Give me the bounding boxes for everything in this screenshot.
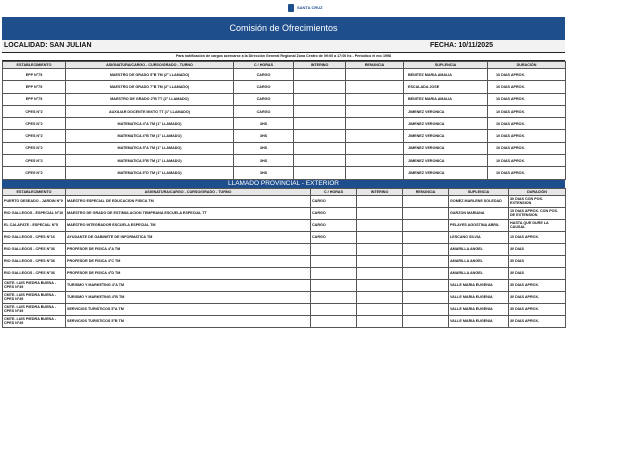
cell-interino bbox=[294, 81, 346, 93]
cell-suplencia: JIMENEZ VERONICA bbox=[404, 155, 488, 167]
cell-establecimiento: EL CALAFATE - ESPECIAL N°5 bbox=[3, 219, 66, 231]
cell-renuncia bbox=[346, 130, 404, 142]
cell-renuncia bbox=[346, 155, 404, 167]
column-header-suplencia: SUPLENCIA bbox=[449, 188, 509, 195]
cell-duracion: 10 DIAS APROX. bbox=[488, 155, 566, 167]
cell-interino bbox=[357, 279, 403, 291]
cell-interino bbox=[357, 231, 403, 243]
table-row bbox=[3, 303, 566, 315]
cell-renuncia bbox=[346, 69, 404, 81]
cell-c-horas: 3HS bbox=[234, 155, 294, 167]
cell-asignatura: MATEMATICA 5°B TM (1° LLAMADO) bbox=[66, 155, 234, 167]
cell-establecimiento: EPP N°75 bbox=[3, 69, 66, 81]
cell-duracion: 30 DIAS bbox=[509, 267, 566, 279]
cell-establecimiento: CPES N°2 bbox=[3, 155, 66, 167]
cell-suplencia: AMARILLA ANGEL bbox=[449, 255, 509, 267]
cell-suplencia: LESCANO SILVIA bbox=[449, 231, 509, 243]
cell-interino bbox=[294, 167, 346, 179]
cell-interino bbox=[357, 303, 403, 315]
cell-renuncia bbox=[403, 219, 449, 231]
cell-interino bbox=[294, 93, 346, 105]
cell-duracion: 10 DIAS APROX. bbox=[488, 69, 566, 81]
cell-asignatura: MAESTRO ESPECIAL DE EDUCACION FISICA TM bbox=[66, 195, 311, 207]
cell-duracion: 10 DIAS APROX. bbox=[488, 105, 566, 117]
cell-suplencia: VALLE MARIA EUGENIA bbox=[449, 291, 509, 303]
provincial-offers-table bbox=[2, 188, 566, 328]
cell-interino bbox=[294, 118, 346, 130]
cell-duracion: 30 DIAS bbox=[509, 255, 566, 267]
cell-suplencia: PELAYES AGOSTINA ABRIL bbox=[449, 219, 509, 231]
cell-interino bbox=[357, 291, 403, 303]
column-header-renuncia: RENUNCIA bbox=[403, 188, 449, 195]
cell-establecimiento: EPP N°75 bbox=[3, 93, 66, 105]
table-row bbox=[3, 167, 566, 179]
cell-c-horas: 3HS bbox=[234, 142, 294, 154]
column-header-c-horas: C / HORAS bbox=[311, 188, 357, 195]
table-row bbox=[3, 93, 566, 105]
cell-suplencia: VALLE MARIA EUGENIA bbox=[449, 315, 509, 327]
cell-interino bbox=[357, 255, 403, 267]
table-row bbox=[3, 81, 566, 93]
cell-duracion: 30 DIAS bbox=[509, 243, 566, 255]
column-header-c-horas: C / HORAS bbox=[234, 62, 294, 69]
table-row bbox=[3, 231, 566, 243]
table-row bbox=[3, 207, 566, 219]
cell-duracion: 10 DIAS APROX. bbox=[488, 167, 566, 179]
cell-duracion: 30 DIAS APROX. bbox=[509, 303, 566, 315]
cell-establecimiento: RIO GALLEGOS - ESPECIAL N°10 bbox=[3, 207, 66, 219]
cell-renuncia bbox=[346, 167, 404, 179]
cell-asignatura: MATEMATICA 4°B TM (1° LLAMADO) bbox=[66, 130, 234, 142]
cell-renuncia bbox=[403, 291, 449, 303]
cell-establecimiento: RIO GALLEGOS - CPES N°36 bbox=[3, 243, 66, 255]
cell-suplencia: AMARILLA ANGEL bbox=[449, 267, 509, 279]
cell-c-horas bbox=[311, 255, 357, 267]
cell-establecimiento: CPES N°2 bbox=[3, 130, 66, 142]
cell-renuncia bbox=[346, 118, 404, 130]
cell-renuncia bbox=[403, 243, 449, 255]
cell-suplencia: BENITEZ MARIA AMALIA bbox=[404, 93, 488, 105]
column-header-duracion: DURACIÓN bbox=[509, 188, 566, 195]
cell-suplencia: VALLE MARIA EUGENIA bbox=[449, 303, 509, 315]
cell-c-horas bbox=[311, 267, 357, 279]
cell-asignatura: MAESTRO DE GRADO 7°B TM (2° LLAMADO) bbox=[66, 81, 234, 93]
cell-interino bbox=[294, 155, 346, 167]
cell-renuncia bbox=[403, 231, 449, 243]
cell-suplencia: JIMENEZ VERONICA bbox=[404, 118, 488, 130]
cell-asignatura: TURISMO Y MARKETING 4°A TM bbox=[66, 279, 311, 291]
cell-suplencia: ESCALADA JOSE bbox=[404, 81, 488, 93]
cell-asignatura: MAESTRO DE GRADO DE ESTIMULACION TEMPRANA ESCUELA ESPECIAL TT bbox=[66, 207, 311, 219]
cell-asignatura: AYUDANTE DE GABINETE DE INFORMATICA TM bbox=[66, 231, 311, 243]
location-bar bbox=[2, 40, 565, 53]
table-row bbox=[3, 195, 566, 207]
cell-c-horas: CARGO bbox=[311, 231, 357, 243]
cell-asignatura: SERVICIOS TURISTICOS 5°A TM bbox=[66, 303, 311, 315]
cell-c-horas: CARGO bbox=[234, 69, 294, 81]
table-row bbox=[3, 315, 566, 327]
column-header-establecimiento: ESTABLECIMIENTO bbox=[3, 188, 66, 195]
cell-asignatura: MATEMATICA 5°D TM (1° LLAMADO) bbox=[66, 167, 234, 179]
cell-c-horas: CARGO bbox=[234, 93, 294, 105]
cell-establecimiento: RIO GALLEGOS - CPES N°36 bbox=[3, 267, 66, 279]
cell-suplencia: AMARILLA ANGEL bbox=[449, 243, 509, 255]
cell-suplencia: BENITEZ MARIA AMALIA bbox=[404, 69, 488, 81]
cell-asignatura: PROFESOR DE FISICA 4°A TM bbox=[66, 243, 311, 255]
cell-asignatura: MAESTRO DE GRADO 5°B TM (2° LLAMADO) bbox=[66, 69, 234, 81]
cell-renuncia bbox=[403, 207, 449, 219]
local-offers-table bbox=[2, 61, 566, 180]
cell-c-horas: CARGO bbox=[311, 195, 357, 207]
column-header-interino: INTERINO bbox=[357, 188, 403, 195]
cell-interino bbox=[294, 105, 346, 117]
table-row bbox=[3, 243, 566, 255]
table-header-row bbox=[3, 62, 566, 69]
cell-establecimiento: PUERTO DESEADO - JARDIN N°9 bbox=[3, 195, 66, 207]
cell-renuncia bbox=[403, 267, 449, 279]
notification-note: Para notificación de cargos acercarse a la Dirección General Regional Zona Centro de 09:00 a 17:00 hs - Periodico el ecc 1998 bbox=[2, 53, 565, 61]
column-header-renuncia: RENUNCIA bbox=[346, 62, 404, 69]
cell-asignatura: MAESTRO DE GRADO 2°B TT (2° LLAMADO) bbox=[66, 93, 234, 105]
column-header-interino: INTERINO bbox=[294, 62, 346, 69]
column-header-asignatura: ASIGNATURA/CARGO - CURSO/GRADO - TURNO bbox=[66, 62, 234, 69]
column-header-duracion: DURACIÓN bbox=[488, 62, 566, 69]
table-row bbox=[3, 118, 566, 130]
cell-renuncia bbox=[346, 93, 404, 105]
cell-duracion: 10 DIAS APROX. bbox=[488, 118, 566, 130]
cell-c-horas: CARGO bbox=[234, 81, 294, 93]
sheet-title: Comisión de Ofrecimientos bbox=[2, 17, 565, 40]
cell-asignatura: TURISMO Y MARKETING 4°B TM bbox=[66, 291, 311, 303]
table-row bbox=[3, 219, 566, 231]
offers-sheet bbox=[2, 17, 565, 328]
cell-duracion: 10 DIAS APROX. bbox=[488, 93, 566, 105]
cell-suplencia: GARZON MARIANA bbox=[449, 207, 509, 219]
cell-establecimiento: CPES N°2 bbox=[3, 167, 66, 179]
cell-c-horas: CARGO bbox=[311, 207, 357, 219]
cell-asignatura: AUXILIAR DOCENTE MIXTO TT (1° LLAMADO) bbox=[66, 105, 234, 117]
cell-suplencia: JIMENEZ VERONICA bbox=[404, 130, 488, 142]
cell-c-horas: CARGO bbox=[234, 105, 294, 117]
cell-renuncia bbox=[403, 255, 449, 267]
cell-duracion: 30 DIAS APROX. bbox=[509, 279, 566, 291]
cell-suplencia: GOMEZ MARLENE SOLEDAD bbox=[449, 195, 509, 207]
fecha-label: FECHA: 10/11/2025 bbox=[429, 42, 493, 49]
cell-c-horas: 3HS bbox=[234, 167, 294, 179]
cell-establecimiento: RIO GALLEGOS - CPES N°16 bbox=[3, 231, 66, 243]
cell-suplencia: JIMENEZ VERONICA bbox=[404, 142, 488, 154]
column-header-establecimiento: ESTABLECIMIENTO bbox=[3, 62, 66, 69]
local-offers-body bbox=[3, 69, 566, 180]
table-row bbox=[3, 267, 566, 279]
cell-c-horas: 3HS bbox=[234, 130, 294, 142]
cell-asignatura: MAESTRO INTEGRADOR ESCUELA ESPECIAL TM bbox=[66, 219, 311, 231]
cell-renuncia bbox=[346, 81, 404, 93]
table-row bbox=[3, 69, 566, 81]
cell-suplencia: JIMENEZ VERONICA bbox=[404, 167, 488, 179]
table-row bbox=[3, 291, 566, 303]
table-row bbox=[3, 279, 566, 291]
cell-suplencia: JIMENEZ VERONICA bbox=[404, 105, 488, 117]
cell-establecimiento: RIO GALLEGOS - CPES N°36 bbox=[3, 255, 66, 267]
cell-asignatura: PROFESOR DE FISICA 4°C TM bbox=[66, 255, 311, 267]
table-header-row bbox=[3, 188, 566, 195]
column-header-asignatura: ASIGNATURA/CARGO - CURSO/GRADO - TURNO bbox=[66, 188, 311, 195]
cell-asignatura: MATEMATICA 4°A TM (1° LLAMADO) bbox=[66, 118, 234, 130]
cell-duracion: 10 DIAS APROX. bbox=[488, 130, 566, 142]
table-row bbox=[3, 105, 566, 117]
cell-renuncia bbox=[403, 303, 449, 315]
table-row bbox=[3, 255, 566, 267]
cell-c-horas bbox=[311, 291, 357, 303]
logo-text: SANTA CRUZ bbox=[297, 5, 323, 10]
cell-renuncia bbox=[403, 195, 449, 207]
column-header-suplencia: SUPLENCIA bbox=[404, 62, 488, 69]
cell-interino bbox=[357, 207, 403, 219]
cell-renuncia bbox=[346, 142, 404, 154]
cell-asignatura: SERVICIOS TURISTICOS 5°B TM bbox=[66, 315, 311, 327]
table-row bbox=[3, 130, 566, 142]
cell-duracion: 10 DIAS APROX. bbox=[509, 231, 566, 243]
cell-establecimiento: CMTE. LUIS PIEDRA BUENA - CPES N°49 bbox=[3, 279, 66, 291]
cell-establecimiento: CPES N°2 bbox=[3, 118, 66, 130]
cell-duracion: 30 DIAS CON POS. EXTENSION bbox=[509, 195, 566, 207]
cell-c-horas bbox=[311, 243, 357, 255]
table-row bbox=[3, 142, 566, 154]
cell-renuncia bbox=[403, 279, 449, 291]
cell-c-horas bbox=[311, 315, 357, 327]
cell-duracion: 10 DIAS APROX. bbox=[488, 81, 566, 93]
cell-c-horas: 3HS bbox=[234, 118, 294, 130]
cell-c-horas: CARGO bbox=[311, 219, 357, 231]
section-title-provincial: LLAMADO PROVINCIAL - EXTERIOR bbox=[2, 180, 565, 188]
cell-duracion: 30 DIAS APROX. bbox=[509, 291, 566, 303]
cell-asignatura: MATEMATICA 5°A TM (1° LLAMADO) bbox=[66, 142, 234, 154]
cell-interino bbox=[294, 142, 346, 154]
cell-interino bbox=[357, 219, 403, 231]
cell-renuncia bbox=[346, 105, 404, 117]
cell-duracion: 10 DIAS APROX. CON POS. DE EXTENSION bbox=[509, 207, 566, 219]
cell-c-horas bbox=[311, 303, 357, 315]
cell-c-horas bbox=[311, 279, 357, 291]
cell-interino bbox=[357, 243, 403, 255]
cell-interino bbox=[294, 69, 346, 81]
provincial-offers-body bbox=[3, 195, 566, 327]
cell-interino bbox=[357, 315, 403, 327]
cell-duracion: 30 DIAS APROX. bbox=[509, 315, 566, 327]
cell-establecimiento: EPP N°75 bbox=[3, 81, 66, 93]
cell-establecimiento: CPES N°2 bbox=[3, 105, 66, 117]
cell-duracion: HASTA QUE DURE LA CAUSAL bbox=[509, 219, 566, 231]
cell-interino bbox=[294, 130, 346, 142]
cell-establecimiento: CMTE. LUIS PIEDRA BUENA - CPES N°49 bbox=[3, 315, 66, 327]
cell-interino bbox=[357, 267, 403, 279]
cell-interino bbox=[357, 195, 403, 207]
province-emblem-icon bbox=[288, 4, 294, 12]
cell-establecimiento: CPES N°2 bbox=[3, 142, 66, 154]
cell-establecimiento: CMTE. LUIS PIEDRA BUENA - CPES N°49 bbox=[3, 291, 66, 303]
cell-suplencia: VALLE MARIA EUGENIA bbox=[449, 279, 509, 291]
cell-asignatura: PROFESOR DE FISICA 4°D TM bbox=[66, 267, 311, 279]
cell-establecimiento: CMTE. LUIS PIEDRA BUENA - CPES N°49 bbox=[3, 303, 66, 315]
localidad-label: LOCALIDAD: SAN JULIAN bbox=[4, 42, 92, 49]
cell-duracion: 10 DIAS APROX. bbox=[488, 142, 566, 154]
cell-renuncia bbox=[403, 315, 449, 327]
table-row bbox=[3, 155, 566, 167]
header-logo bbox=[288, 3, 348, 13]
